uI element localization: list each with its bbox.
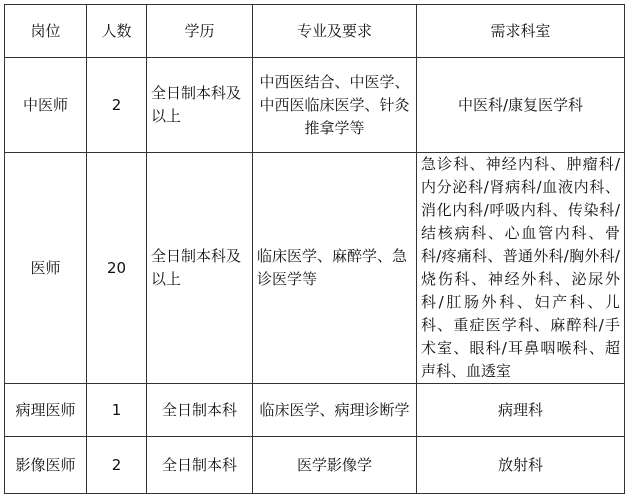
position-cell: 影像医师 bbox=[5, 437, 87, 494]
count-cell: 1 bbox=[87, 384, 147, 437]
position-cell: 病理医师 bbox=[5, 384, 87, 437]
department-cell: 急诊科、神经内科、肿瘤科/内分泌科/肾病科/血液内科、消化内科/呼吸内科、传染科/结核病科、心血管内科、骨科/疼痛科、普通外科/胸外科/烧伤科、神经外科、泌尿外科/肛肠外科、妇产科、儿科、重症医学科、麻醉科/手术室、眼科/耳鼻咽喉科、超声科、血透室 bbox=[417, 153, 625, 384]
education-cell: 全日制本科及以上 bbox=[147, 58, 253, 153]
header-department: 需求科室 bbox=[417, 5, 625, 58]
header-count: 人数 bbox=[87, 5, 147, 58]
recruitment-table bbox=[4, 4, 625, 494]
education-cell: 全日制本科 bbox=[147, 384, 253, 437]
header-major: 专业及要求 bbox=[253, 5, 417, 58]
position-cell: 医师 bbox=[5, 153, 87, 384]
count-cell: 20 bbox=[87, 153, 147, 384]
table-row bbox=[5, 384, 625, 437]
count-cell: 2 bbox=[87, 437, 147, 494]
major-cell: 临床医学、病理诊断学 bbox=[253, 384, 417, 437]
department-cell: 病理科 bbox=[417, 384, 625, 437]
table-row bbox=[5, 437, 625, 494]
education-cell: 全日制本科及以上 bbox=[147, 153, 253, 384]
header-education: 学历 bbox=[147, 5, 253, 58]
position-cell: 中医师 bbox=[5, 58, 87, 153]
table-row bbox=[5, 58, 625, 153]
recruitment-table-container bbox=[4, 4, 625, 494]
education-cell: 全日制本科 bbox=[147, 437, 253, 494]
major-cell: 临床医学、麻醉学、急诊医学等 bbox=[253, 153, 417, 384]
header-position: 岗位 bbox=[5, 5, 87, 58]
department-cell: 放射科 bbox=[417, 437, 625, 494]
major-cell: 中西医结合、中医学、中西医临床医学、针灸推拿学等 bbox=[253, 58, 417, 153]
count-cell: 2 bbox=[87, 58, 147, 153]
header-row bbox=[5, 5, 625, 58]
major-cell: 医学影像学 bbox=[253, 437, 417, 494]
department-cell: 中医科/康复医学科 bbox=[417, 58, 625, 153]
table-row bbox=[5, 153, 625, 384]
